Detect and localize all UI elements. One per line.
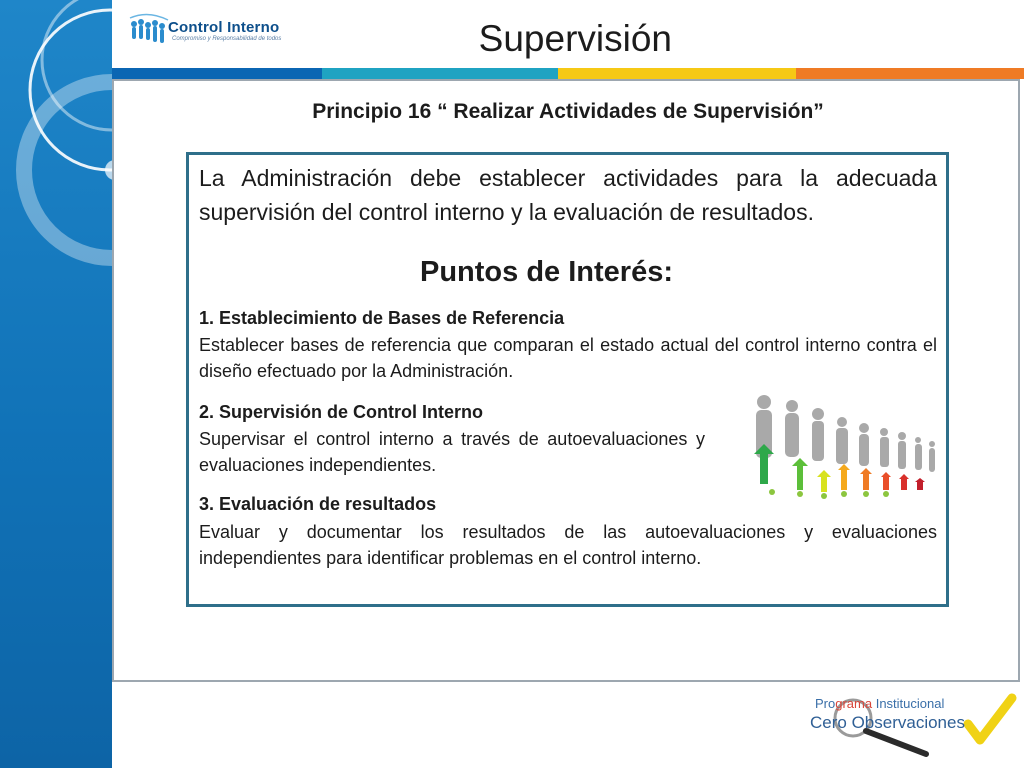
program-text-part: Institucional xyxy=(872,696,945,711)
principle-title: Principio 16 “ Realizar Actividades de Supervisión” xyxy=(312,100,824,123)
intro-text: La Administración debe establecer actividades para la adecuada supervisión del control interno y la evaluación de resultados. xyxy=(199,165,937,225)
magnifier-icon xyxy=(866,731,926,754)
program-line1 xyxy=(815,696,944,711)
item-body: Evaluar y documentar los resultados de las autoevaluaciones y evaluaciones independientes para identificar problemas en el control interno. xyxy=(199,522,937,568)
item-body: Establecer bases de referencia que comparan el estado actual del control interno contra el diseño efectuado por la Administración. xyxy=(199,335,937,381)
strip-teal xyxy=(322,68,558,79)
strip-blue xyxy=(112,68,322,79)
item-heading: 1. Establecimiento de Bases de Referencia xyxy=(199,308,565,328)
strip-orange xyxy=(796,68,1024,79)
logo-subtitle: Compromiso y Responsabilidad de todos xyxy=(172,36,282,42)
item-heading: 3. Evaluación de resultados xyxy=(199,494,437,514)
people-growth-icon xyxy=(744,392,950,504)
program-text-accent: rama xyxy=(842,696,873,711)
program-text-accent: g xyxy=(835,696,843,711)
points-title: Puntos de Interés: xyxy=(420,256,673,288)
strip-yellow xyxy=(558,68,796,79)
item-body: Supervisar el control interno a través de autoevaluaciones y evaluaciones independientes. xyxy=(199,429,705,475)
checkmark-icon xyxy=(968,698,1012,740)
program-text-part: Pro xyxy=(815,696,836,711)
program-line2: Cero Observaciones xyxy=(810,713,965,732)
item-heading: 2. Supervisión de Control Interno xyxy=(199,402,484,422)
slide-title: Supervisión xyxy=(478,18,672,59)
logo-title: Control Interno xyxy=(168,19,280,36)
